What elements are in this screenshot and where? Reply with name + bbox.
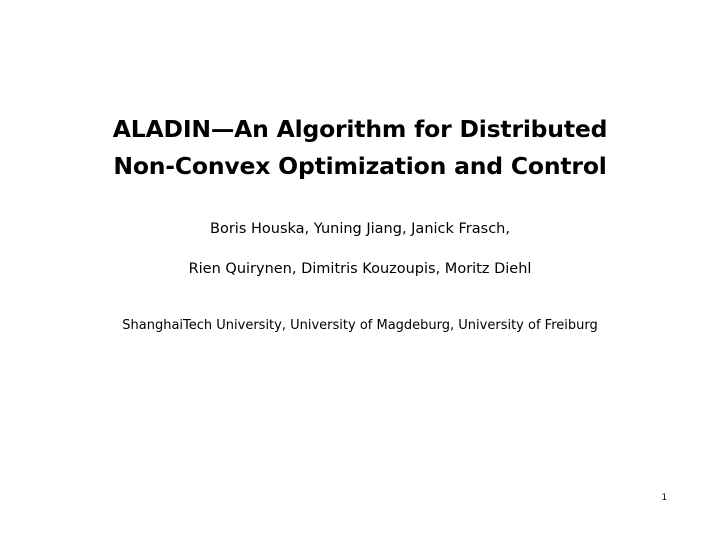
author-list (0, 209, 720, 289)
affiliation-line: ShanghaiTech University, University of Magdeburg, University of Freiburg (122, 318, 598, 333)
slide-title (0, 111, 720, 185)
title-line-2: Non-Convex Optimization and Control (113, 152, 607, 180)
author-line-1: Boris Houska, Yuning Jiang, Janick Frasch, (210, 221, 510, 237)
title-line-1: ALADIN—An Algorithm for Distributed (112, 115, 608, 143)
page-number: 1 (661, 493, 667, 503)
author-line-2: Rien Quirynen, Dimitris Kouzoupis, Moritz Diehl (188, 261, 532, 277)
